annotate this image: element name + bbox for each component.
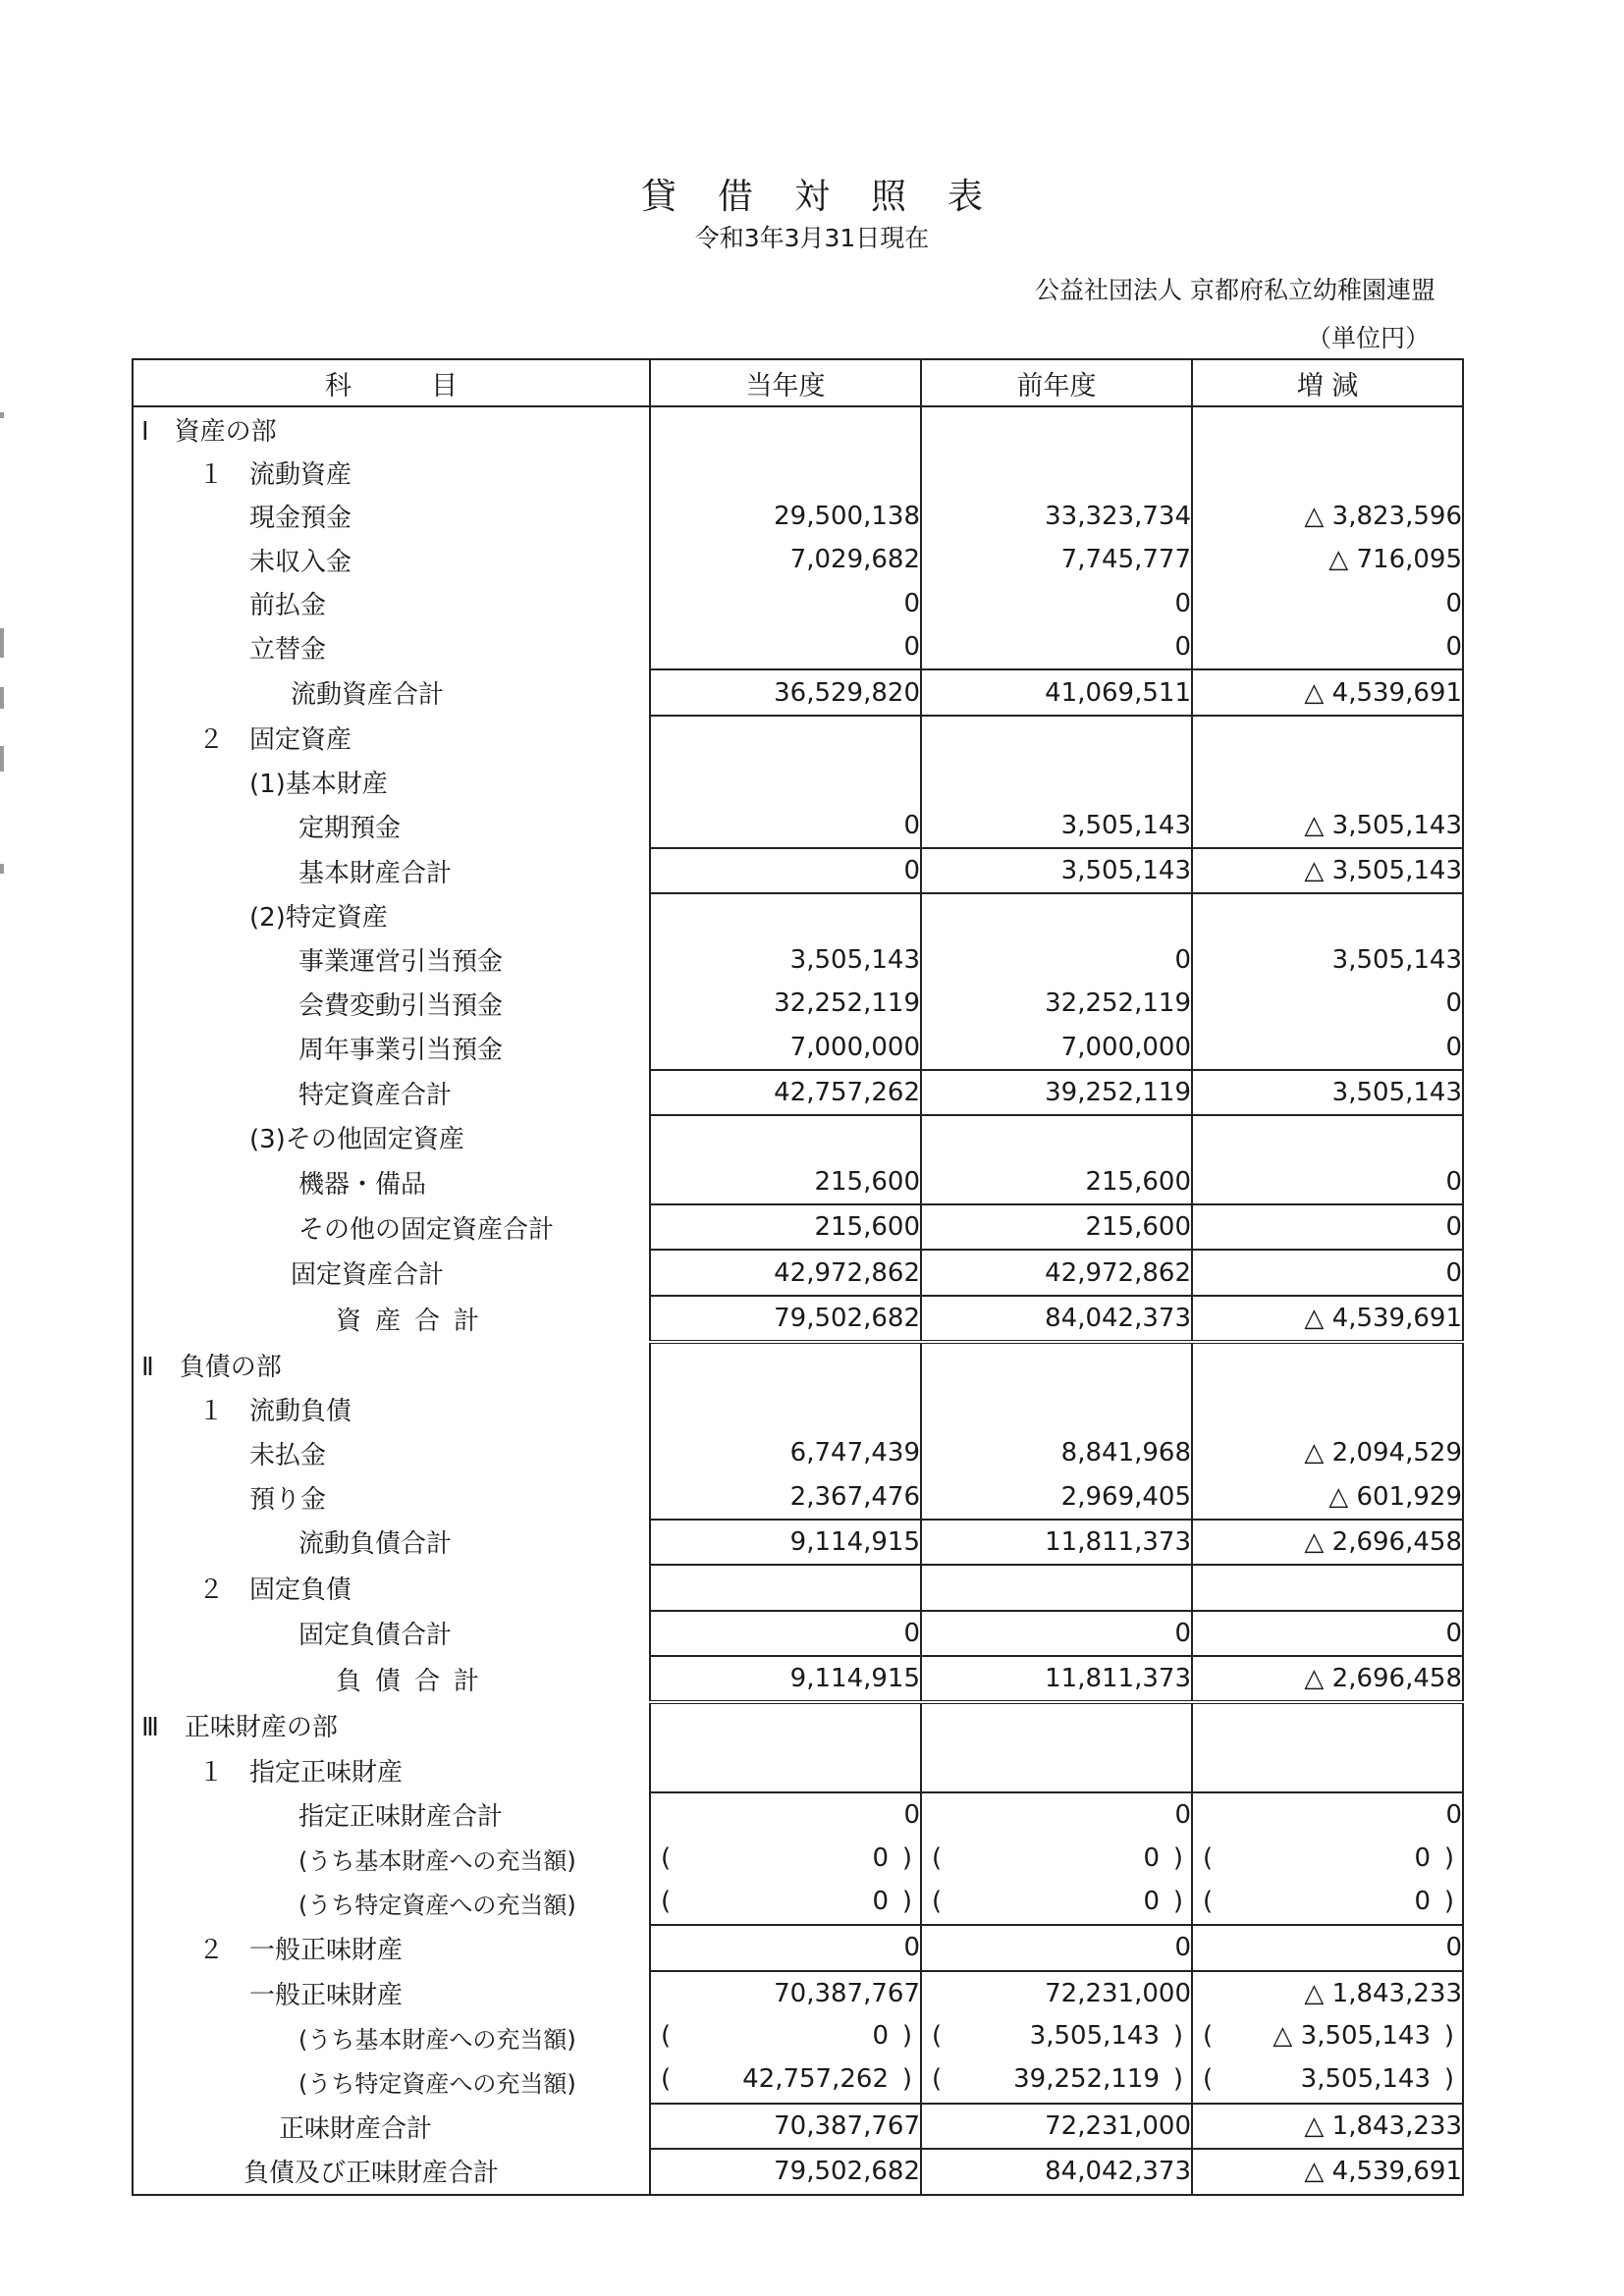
row-label: 正味財産合計: [133, 2104, 650, 2149]
current-value: 70,387,767: [650, 2104, 921, 2149]
previous-value: 33,323,734: [921, 495, 1192, 538]
current-value: 0: [650, 804, 921, 848]
row-label: 会費変動引当預金: [133, 982, 650, 1025]
current-value: 9,114,915: [650, 1656, 921, 1702]
row-label: 一般正味財産: [133, 1971, 650, 2015]
row-label: 資産合計: [133, 1296, 650, 1342]
row-label: 機器・備品: [133, 1160, 650, 1204]
previous-value: ( 39,252,119 ): [921, 2058, 1192, 2103]
row-label: 事業運営引当預金: [133, 938, 650, 982]
row-label: 負債及び正味財産合計: [133, 2149, 650, 2194]
previous-value: 7,745,777: [921, 538, 1192, 581]
change-value: 0: [1192, 1160, 1463, 1204]
section-row-liabilities: [133, 1342, 1463, 1387]
change-value: 0: [1192, 1025, 1463, 1069]
subtotal-row: [133, 1250, 1463, 1295]
change-value: △ 3,505,143: [1192, 804, 1463, 848]
subtotal-row: [133, 1204, 1463, 1250]
current-value: 79,502,682: [650, 2149, 921, 2194]
row-label: １ 流動負債: [133, 1388, 650, 1431]
previous-value: ( 3,505,143 ): [921, 2015, 1192, 2058]
previous-value: 0: [921, 1925, 1192, 1970]
scan-mark: [0, 628, 4, 658]
balance-sheet-table: [132, 358, 1464, 2196]
group-row: [133, 893, 1463, 937]
row-label: 基本財産合計: [133, 848, 650, 893]
page-title: 貸借対照表: [640, 177, 1024, 217]
previous-value: 215,600: [921, 1160, 1192, 1204]
row-label: 指定正味財産合計: [133, 1792, 650, 1837]
row-label: (うち特定資産への充当額): [133, 1881, 650, 1925]
row-label: その他の固定資産合計: [133, 1204, 650, 1250]
subtotal-row: [133, 1520, 1463, 1565]
subtotal-row: [133, 1070, 1463, 1115]
current-value: ( 0 ): [650, 2015, 921, 2058]
row-label: 現金預金: [133, 495, 650, 538]
scan-mark: [0, 864, 4, 874]
row-label: 固定資産合計: [133, 1250, 650, 1295]
previous-value: 3,505,143: [921, 804, 1192, 848]
change-value: ( 0 ): [1192, 1838, 1463, 1881]
table-row: [133, 495, 1463, 538]
previous-value: 11,811,373: [921, 1520, 1192, 1565]
current-value: ( 42,757,262 ): [650, 2058, 921, 2103]
row-label: ２ 固定負債: [133, 1565, 650, 1610]
previous-value: 32,252,119: [921, 982, 1192, 1025]
column-header-subject: 科 目: [133, 359, 650, 406]
previous-value: 39,252,119: [921, 1070, 1192, 1115]
row-label: 固定負債合計: [133, 1611, 650, 1656]
row-label: 未収入金: [133, 538, 650, 581]
change-value: △ 601,929: [1192, 1474, 1463, 1519]
row-label: 未払金: [133, 1431, 650, 1474]
current-value: 0: [650, 625, 921, 669]
row-label: Ⅰ 資産の部: [133, 406, 650, 451]
previous-value: 0: [921, 938, 1192, 982]
table-row: [133, 1025, 1463, 1069]
change-value: 0: [1192, 1250, 1463, 1295]
row-label: 周年事業引当預金: [133, 1025, 650, 1069]
current-value: 2,367,476: [650, 1474, 921, 1519]
row-label: 預り金: [133, 1474, 650, 1519]
group-row: [133, 1388, 1463, 1431]
scan-mark: [0, 412, 4, 418]
section-row-assets: [133, 406, 1463, 451]
current-value: 7,029,682: [650, 538, 921, 581]
allocation-row: [133, 2015, 1463, 2058]
row-label: 定期預金: [133, 804, 650, 848]
table-row: [133, 1160, 1463, 1204]
previous-value: 0: [921, 1792, 1192, 1837]
section-row-net-assets: [133, 1702, 1463, 1747]
change-value: △ 1,843,233: [1192, 2104, 1463, 2149]
group-row: [133, 451, 1463, 494]
current-value: ( 0 ): [650, 1881, 921, 1925]
previous-value: 84,042,373: [921, 1296, 1192, 1342]
previous-value: 72,231,000: [921, 2104, 1192, 2149]
column-header-current: 当年度: [650, 359, 921, 406]
current-value: ( 0 ): [650, 1838, 921, 1881]
change-value: ( △ 3,505,143 ): [1192, 2015, 1463, 2058]
current-value: 215,600: [650, 1204, 921, 1250]
current-value: 42,972,862: [650, 1250, 921, 1295]
subtotal-row: [133, 2104, 1463, 2149]
table-row: [133, 1431, 1463, 1474]
previous-value: ( 0 ): [921, 1838, 1192, 1881]
change-value: 0: [1192, 582, 1463, 625]
table-row: [133, 538, 1463, 581]
row-label: １ 流動資産: [133, 451, 650, 494]
change-value: △ 1,843,233: [1192, 1971, 1463, 2015]
row-label: 流動資産合計: [133, 669, 650, 715]
row-label: (うち基本財産への充当額): [133, 1838, 650, 1881]
group-row: [133, 1748, 1463, 1792]
organization-name: 公益社団法人 京都府私立幼稚園連盟: [1035, 276, 1435, 304]
previous-value: 11,811,373: [921, 1656, 1192, 1702]
row-label: Ⅲ 正味財産の部: [133, 1702, 650, 1747]
column-header-previous: 前年度: [921, 359, 1192, 406]
previous-value: 215,600: [921, 1204, 1192, 1250]
allocation-row: [133, 1881, 1463, 1925]
previous-value: 3,505,143: [921, 848, 1192, 893]
change-value: △ 2,094,529: [1192, 1431, 1463, 1474]
row-label: 流動負債合計: [133, 1520, 650, 1565]
change-value: 0: [1192, 982, 1463, 1025]
table-row: [133, 938, 1463, 982]
current-value: 36,529,820: [650, 669, 921, 715]
table-row: [133, 1474, 1463, 1519]
subtotal-row: [133, 1611, 1463, 1656]
group-row: [133, 716, 1463, 760]
change-value: △ 2,696,458: [1192, 1520, 1463, 1565]
current-value: 0: [650, 848, 921, 893]
previous-value: 8,841,968: [921, 1431, 1192, 1474]
group-row: [133, 1115, 1463, 1159]
change-value: △ 3,823,596: [1192, 495, 1463, 538]
current-value: 7,000,000: [650, 1025, 921, 1069]
current-value: 29,500,138: [650, 495, 921, 538]
row-label: 負債合計: [133, 1656, 650, 1702]
previous-value: 2,969,405: [921, 1474, 1192, 1519]
current-value: 79,502,682: [650, 1296, 921, 1342]
previous-value: 0: [921, 625, 1192, 669]
change-value: △ 4,539,691: [1192, 669, 1463, 715]
current-value: 0: [650, 582, 921, 625]
previous-value: 72,231,000: [921, 1971, 1192, 2015]
subtotal-row: [133, 1792, 1463, 1837]
current-value: 3,505,143: [650, 938, 921, 982]
table-row: [133, 582, 1463, 625]
current-value: 0: [650, 1925, 921, 1970]
subtotal-row: [133, 848, 1463, 893]
current-value: 6,747,439: [650, 1431, 921, 1474]
row-label: ２ 固定資産: [133, 716, 650, 760]
previous-value: 0: [921, 1611, 1192, 1656]
total-row-liabilities: [133, 1656, 1463, 1702]
change-value: △ 4,539,691: [1192, 2149, 1463, 2194]
table-row: [133, 804, 1463, 848]
change-value: ( 3,505,143 ): [1192, 2058, 1463, 2103]
change-value: △ 2,696,458: [1192, 1656, 1463, 1702]
row-label: 前払金: [133, 582, 650, 625]
row-label: ２ 一般正味財産: [133, 1925, 650, 1970]
group-row: [133, 760, 1463, 803]
change-value: ( 0 ): [1192, 1881, 1463, 1925]
previous-value: 42,972,862: [921, 1250, 1192, 1295]
change-value: 0: [1192, 1611, 1463, 1656]
scan-mark: [0, 746, 4, 772]
row-label: 立替金: [133, 625, 650, 669]
current-value: 42,757,262: [650, 1070, 921, 1115]
current-value: 215,600: [650, 1160, 921, 1204]
group-row: [133, 1565, 1463, 1610]
grand-total-row: [133, 2149, 1463, 2194]
change-value: 0: [1192, 1792, 1463, 1837]
previous-value: 84,042,373: [921, 2149, 1192, 2194]
change-value: 0: [1192, 625, 1463, 669]
table-header-row: [133, 359, 1463, 406]
report-date: 令和3年3月31日現在: [694, 224, 930, 252]
subtotal-row: [133, 669, 1463, 715]
previous-value: 0: [921, 582, 1192, 625]
change-value: 3,505,143: [1192, 1070, 1463, 1115]
table-row: [133, 625, 1463, 669]
change-value: 3,505,143: [1192, 938, 1463, 982]
allocation-row: [133, 2058, 1463, 2103]
allocation-row: [133, 1838, 1463, 1881]
table-row: [133, 1971, 1463, 2015]
group-row: [133, 1925, 1463, 1970]
row-label: (1)基本財産: [133, 760, 650, 803]
row-label: (うち基本財産への充当額): [133, 2015, 650, 2058]
row-label: Ⅱ 負債の部: [133, 1342, 650, 1387]
previous-value: 41,069,511: [921, 669, 1192, 715]
change-value: △ 716,095: [1192, 538, 1463, 581]
previous-value: ( 0 ): [921, 1881, 1192, 1925]
row-label: １ 指定正味財産: [133, 1748, 650, 1792]
change-value: 0: [1192, 1204, 1463, 1250]
current-value: 0: [650, 1792, 921, 1837]
unit-label: （単位円）: [1306, 324, 1430, 352]
change-value: △ 3,505,143: [1192, 848, 1463, 893]
row-label: 特定資産合計: [133, 1070, 650, 1115]
total-row-assets: [133, 1296, 1463, 1342]
row-label: (3)その他固定資産: [133, 1115, 650, 1159]
previous-value: 7,000,000: [921, 1025, 1192, 1069]
change-value: 0: [1192, 1925, 1463, 1970]
column-header-change: 増 減: [1192, 359, 1463, 406]
current-value: 9,114,915: [650, 1520, 921, 1565]
change-value: △ 4,539,691: [1192, 1296, 1463, 1342]
table-row: [133, 982, 1463, 1025]
row-label: (うち特定資産への充当額): [133, 2058, 650, 2103]
scan-mark: [0, 687, 4, 709]
row-label: (2)特定資産: [133, 893, 650, 937]
current-value: 70,387,767: [650, 1971, 921, 2015]
current-value: 0: [650, 1611, 921, 1656]
current-value: 32,252,119: [650, 982, 921, 1025]
